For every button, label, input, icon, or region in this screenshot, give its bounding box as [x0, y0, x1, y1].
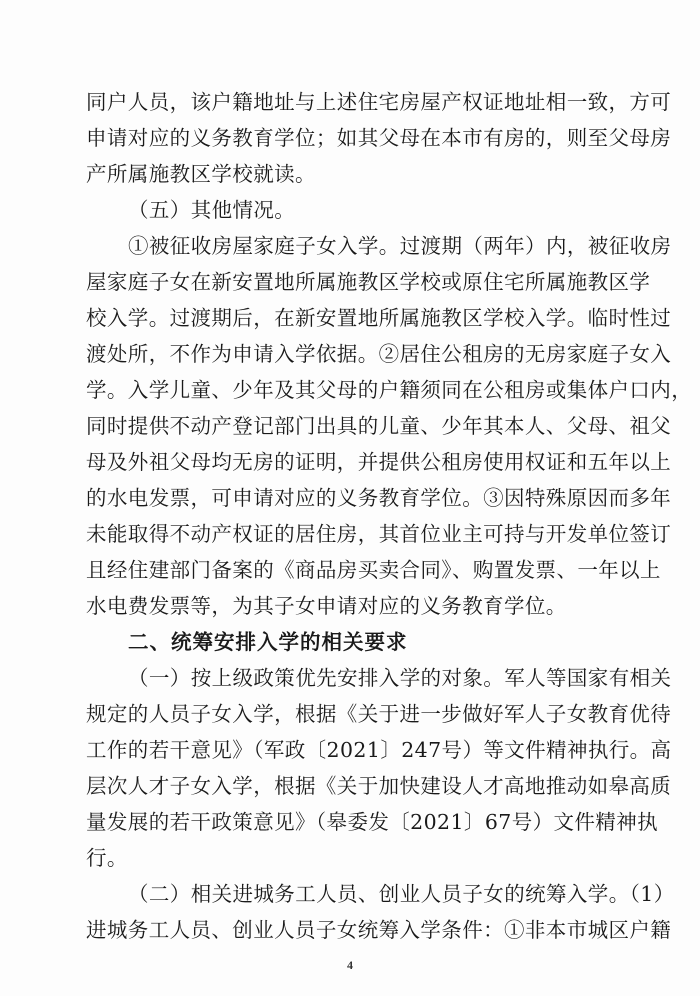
text-line: 同时提供不动产登记部门出具的儿童、少年其本人、父母、祖父 [86, 414, 672, 438]
text-line: 层次人才子女入学，根据《关于加快建设人才高地推动如皋高质 [86, 774, 672, 798]
text-line: 屋家庭子女在新安置地所属施教区学校或原住宅所属施教区学 [86, 270, 651, 294]
text-line: 行。 [86, 846, 128, 870]
text-line: 渡处所，不作为申请入学依据。②居住公租房的无房家庭子女入 [86, 342, 672, 366]
text-line: 未能取得不动产权证的居住房，其首位业主可持与开发单位签订 [86, 522, 672, 546]
text-line: 学。入学儿童、少年及其父母的户籍须同在公租房或集体户口内， [86, 378, 693, 402]
text-line: ①被征收房屋家庭子女入学。过渡期（两年）内，被征收房 [128, 234, 672, 258]
text-line: 量发展的若干政策意见》（皋委发〔2021〕67号）文件精神执 [86, 810, 659, 834]
text-line: （二）相关进城务工人员、创业人员子女的统筹入学。（1） [128, 882, 675, 906]
text-line: 且经住建部门备案的《商品房买卖合同》、购置发票、一年以上 [86, 558, 661, 582]
text-line: 校入学。过渡期后，在新安置地所属施教区学校入学。临时性过 [86, 306, 672, 330]
section-heading: 二、统筹安排入学的相关要求 [128, 630, 408, 654]
text-line: 的水电发票，可申请对应的义务教育学位。③因特殊原因而多年 [86, 486, 672, 510]
text-line: 母及外祖父母均无房的证明，并提供公租房使用权证和五年以上 [86, 450, 672, 474]
text-line: 工作的若干意见》（军政〔2021〕247号）等文件精神执行。高 [86, 738, 672, 762]
text-line: 产所属施教区学校就读。 [86, 162, 316, 186]
text-line: 进城务工人员、创业人员子女统筹入学条件：①非本市城区户籍 [86, 918, 672, 942]
text-line: 水电费发票等，为其子女申请对应的义务教育学位。 [86, 594, 567, 618]
text-line: 规定的人员子女入学，根据《关于进一步做好军人子女教育优待 [86, 702, 672, 726]
text-line: 申请对应的义务教育学位；如其父母在本市有房的，则至父母房 [86, 126, 672, 150]
text-line: （一）按上级政策优先安排入学的对象。军人等国家有相关 [128, 666, 672, 690]
text-line: 同户人员，该户籍地址与上述住宅房屋产权证地址相一致，方可 [86, 90, 672, 114]
page-number: 4 [347, 958, 353, 972]
section-subheading: （五）其他情况。 [128, 198, 296, 222]
